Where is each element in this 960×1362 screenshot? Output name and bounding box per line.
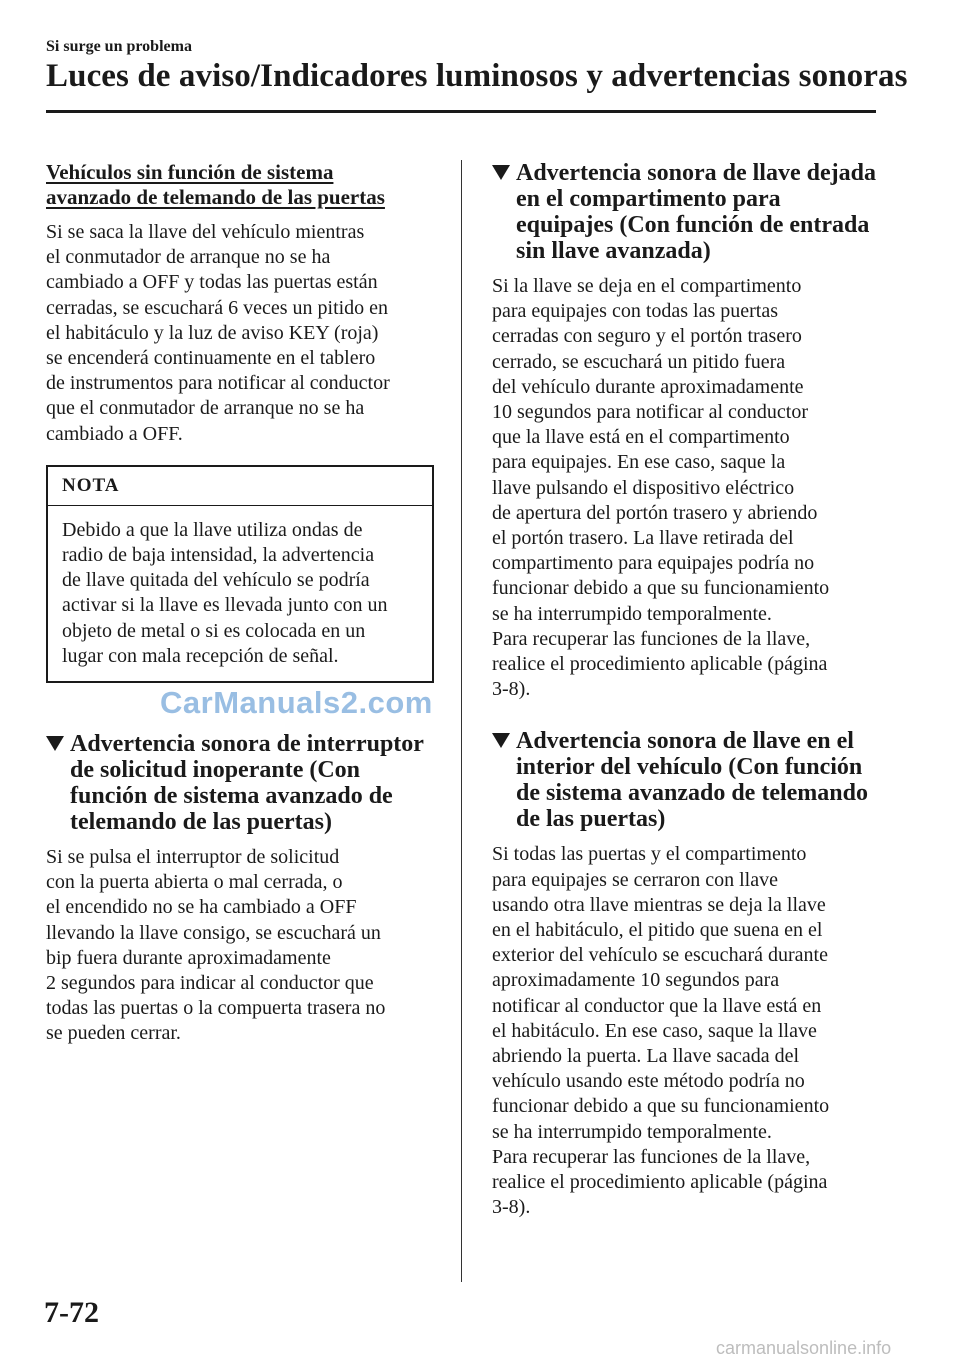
text-line: en el habitáculo, el pitido que suena en el [492, 919, 823, 942]
text-line: radio de baja intensidad, la advertencia [62, 544, 375, 567]
text-line: abriendo la puerta. La llave sacada del [492, 1045, 800, 1068]
heading-line: equipajes (Con función de entrada [516, 212, 870, 238]
text-line: el portón trasero. La llave retirada del [492, 527, 794, 550]
heading-text [70, 731, 424, 835]
text-line: activar si la llave es llevada junto con un [62, 594, 388, 617]
text-line: se ha interrumpido temporalmente. [492, 1120, 772, 1143]
text-line: Debido a que la llave utiliza ondas de [62, 518, 363, 541]
heading-text [516, 160, 876, 264]
heading-line: interior del vehículo (Con función [516, 754, 863, 781]
text-line: realice el procedimiento aplicable (página [492, 653, 828, 676]
note-box [46, 465, 434, 683]
heading-text [516, 728, 868, 832]
heading-line: de solicitud inoperante (Con [70, 757, 361, 784]
subheading-line: Vehículos sin función de sistema [46, 160, 334, 184]
heading-line: Advertencia sonora de llave en el [516, 728, 854, 755]
text-line: Si todas las puertas y el compartimento [492, 843, 807, 866]
text-line: cerrado, se escuchará un pitido fuera [492, 350, 786, 373]
text-line: 10 segundos para notificar al conductor [492, 401, 809, 424]
heading-line: de las puertas) [516, 806, 666, 833]
column-divider [461, 160, 462, 1282]
text-line: vehículo usando este método podría no [492, 1070, 805, 1093]
header-rule [46, 110, 876, 113]
text-line: Si se saca la llave del vehículo mientras [46, 221, 365, 243]
text-line: de llave quitada del vehículo se podría [62, 569, 370, 592]
text-line: se pueden cerrar. [46, 1022, 181, 1045]
text-line: para equipajes con todas las puertas [492, 300, 779, 323]
text-line: compartimento para equipajes podría no [492, 552, 815, 575]
text-line: el habitáculo. En ese caso, saque la llave [492, 1019, 817, 1042]
text-line: funcionar debido a que su funcionamiento [492, 1095, 830, 1118]
text-line: objeto de metal o si es colocada en un [62, 619, 366, 642]
text-line: el conmutador de arranque no se ha [46, 246, 331, 269]
text-line: cerradas, se escuchará 6 veces un pitido en [46, 296, 389, 319]
note-body [48, 506, 432, 681]
text-line: usando otra llave mientras se deja la llave [492, 893, 826, 916]
text-line: el encendido no se ha cambiado a OFF [46, 896, 357, 919]
text-line: funcionar debido a que su funcionamiento [492, 577, 830, 600]
text-line: de instrumentos para notificar al conductor [46, 372, 390, 395]
subheading-line: avanzado de telemando de las puertas [46, 185, 385, 209]
text-line: 2 segundos para indicar al conductor que [46, 972, 374, 995]
text-line: el habitáculo y la luz de aviso KEY (roja) [46, 321, 379, 344]
text-line: llave pulsando el dispositivo eléctrico [492, 476, 795, 499]
heading-key-inside-vehicle [492, 728, 880, 832]
heading-key-in-luggage [492, 160, 880, 264]
text-line: Si se pulsa el interruptor de solicitud [46, 846, 340, 869]
heading-line: de sistema avanzado de telemando [516, 780, 868, 807]
text-line: que el conmutador de arranque no se ha [46, 397, 365, 420]
text-line: bip fuera durante aproximadamente [46, 946, 331, 969]
text-line: 3-8). [492, 1196, 531, 1219]
note-title: NOTA [48, 467, 432, 506]
text-line: Para recuperar las funciones de la llave, [492, 627, 811, 650]
section-label: Si surge un problema [46, 38, 192, 55]
heading-line: Advertencia sonora de interruptor [70, 731, 424, 758]
text-line: se ha interrumpido temporalmente. [492, 602, 772, 625]
text-line: todas las puertas o la compuerta trasera no [46, 997, 386, 1020]
chapter-title: Luces de aviso/Indicadores luminosos y advertencias sonoras [46, 58, 908, 94]
paragraph-key-inside-vehicle [492, 842, 880, 1220]
text-line: cerradas con seguro y el portón trasero [492, 325, 802, 348]
text-line: para equipajes se cerraron con llave [492, 868, 778, 891]
heading-line: sin llave avanzada) [516, 238, 711, 264]
text-line: de apertura del portón trasero y abriendo [492, 501, 818, 524]
text-line: lugar con mala recepción de señal. [62, 644, 339, 667]
triangle-bullet-icon [492, 733, 510, 748]
text-line: Para recuperar las funciones de la llave, [492, 1145, 811, 1168]
text-line: exterior del vehículo se escuchará durante [492, 944, 828, 967]
text-line: llevando la llave consigo, se escuchará un [46, 921, 381, 944]
text-line: que la llave está en el compartimento [492, 426, 790, 449]
subheading-no-advanced-keyless [46, 160, 434, 210]
text-line: se encenderá continuamente en el tablero [46, 347, 376, 370]
right-column [492, 160, 880, 1221]
heading-request-switch-warning [46, 731, 434, 835]
paragraph-key-removed [46, 220, 434, 447]
watermark-logo[interactable]: CarManuals2.com [160, 685, 433, 720]
text-line: aproximadamente 10 segundos para [492, 969, 780, 992]
left-column [46, 160, 434, 1047]
text-line: realice el procedimiento aplicable (página [492, 1171, 828, 1194]
paragraph-key-in-luggage [492, 274, 880, 702]
heading-line: telemando de las puertas) [70, 809, 332, 836]
text-line: para equipajes. En ese caso, saque la [492, 451, 786, 474]
heading-line: en el compartimento para [516, 186, 781, 212]
paragraph-request-switch [46, 845, 434, 1047]
text-line: 3-8). [492, 678, 531, 701]
text-line: con la puerta abierta o mal cerrada, o [46, 871, 343, 894]
watermark-footer[interactable]: carmanualsonline.info [716, 1338, 892, 1358]
triangle-bullet-icon [492, 165, 510, 180]
heading-line: Advertencia sonora de llave dejada [516, 160, 876, 186]
text-line: cambiado a OFF. [46, 422, 183, 445]
text-line: del vehículo durante aproximadamente [492, 375, 804, 398]
heading-line: función de sistema avanzado de [70, 783, 393, 810]
text-line: notificar al conductor que la llave está en [492, 994, 822, 1017]
text-line: cambiado a OFF y todas las puertas están [46, 271, 378, 294]
triangle-bullet-icon [46, 736, 64, 751]
page-number: 7-72 [44, 1296, 99, 1329]
text-line: Si la llave se deja en el compartimento [492, 275, 802, 297]
